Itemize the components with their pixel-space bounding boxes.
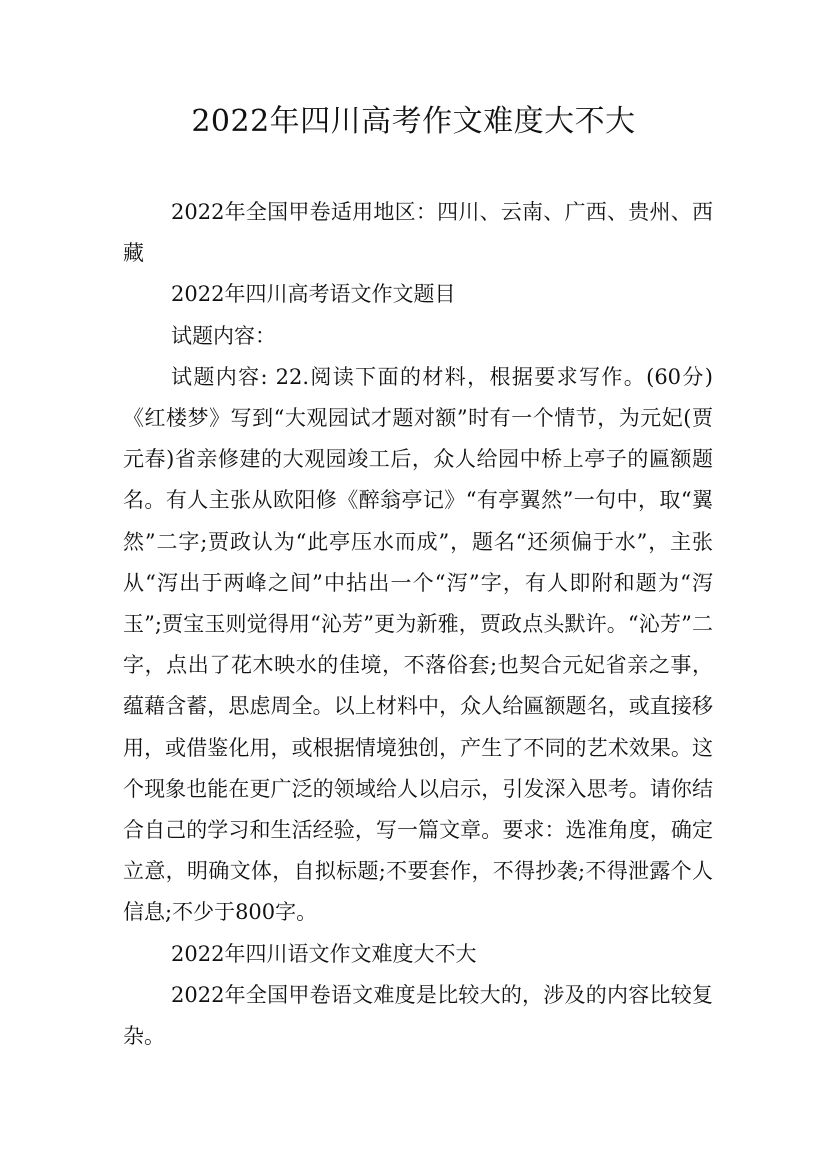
paragraph-difficulty-answer: 2022年全国甲卷语文难度是比较大的，涉及的内容比较复杂。: [123, 982, 713, 1049]
paragraph-question-content-label: 试题内容：: [171, 323, 276, 348]
paragraph-difficulty-heading: 2022年四川语文作文难度大不大: [171, 941, 477, 966]
document-title: 2022年四川高考作文难度大不大: [191, 104, 636, 139]
paragraph-essay-topic-heading: 2022年四川高考语文作文题目: [171, 282, 456, 307]
paragraph-question-content: 试题内容: 22.阅读下面的材料，根据要求写作。(60分)《红楼梦》写到“大观园试才题对额”时有一个情节，为元妃(贾元春)省亲修建的大观园竣工后，众人给园中桥上亭子的匾额题名。有人主张从欧阳修《醉翁亭记》“有亭翼然”一句中，取“翼然”二字;贾政认为“此亭压水而成”，题名“还须偏于水”，主张从“泻出于两峰之间”中拈出一个“泻”字，有人即附和题为“泻玉”;贾宝玉则觉得用“沁芳”更为新雅，贾政点头默许。“沁芳”二字，点出了花木映水的佳境，不落俗套;也契合元妃省亲之事，蕴藉含蓄，思虑周全。以上材料中，众人给匾额题名，或直接移用，或借鉴化用，或根据情境独创，产生了不同的艺术效果。这个现象也能在更广泛的领域给人以启示，引发深入思考。请你结合自己的学习和生活经验，写一篇文章。要求：选准角度，确定立意，明确文体，自拟标题;不要套作，不得抄袭;不得泄露个人信息;不少于800字。: [123, 364, 713, 925]
paragraph-applicable-regions: 2022年全国甲卷适用地区：四川、云南、广西、贵州、西藏: [123, 200, 713, 266]
document-body: [123, 192, 713, 1057]
